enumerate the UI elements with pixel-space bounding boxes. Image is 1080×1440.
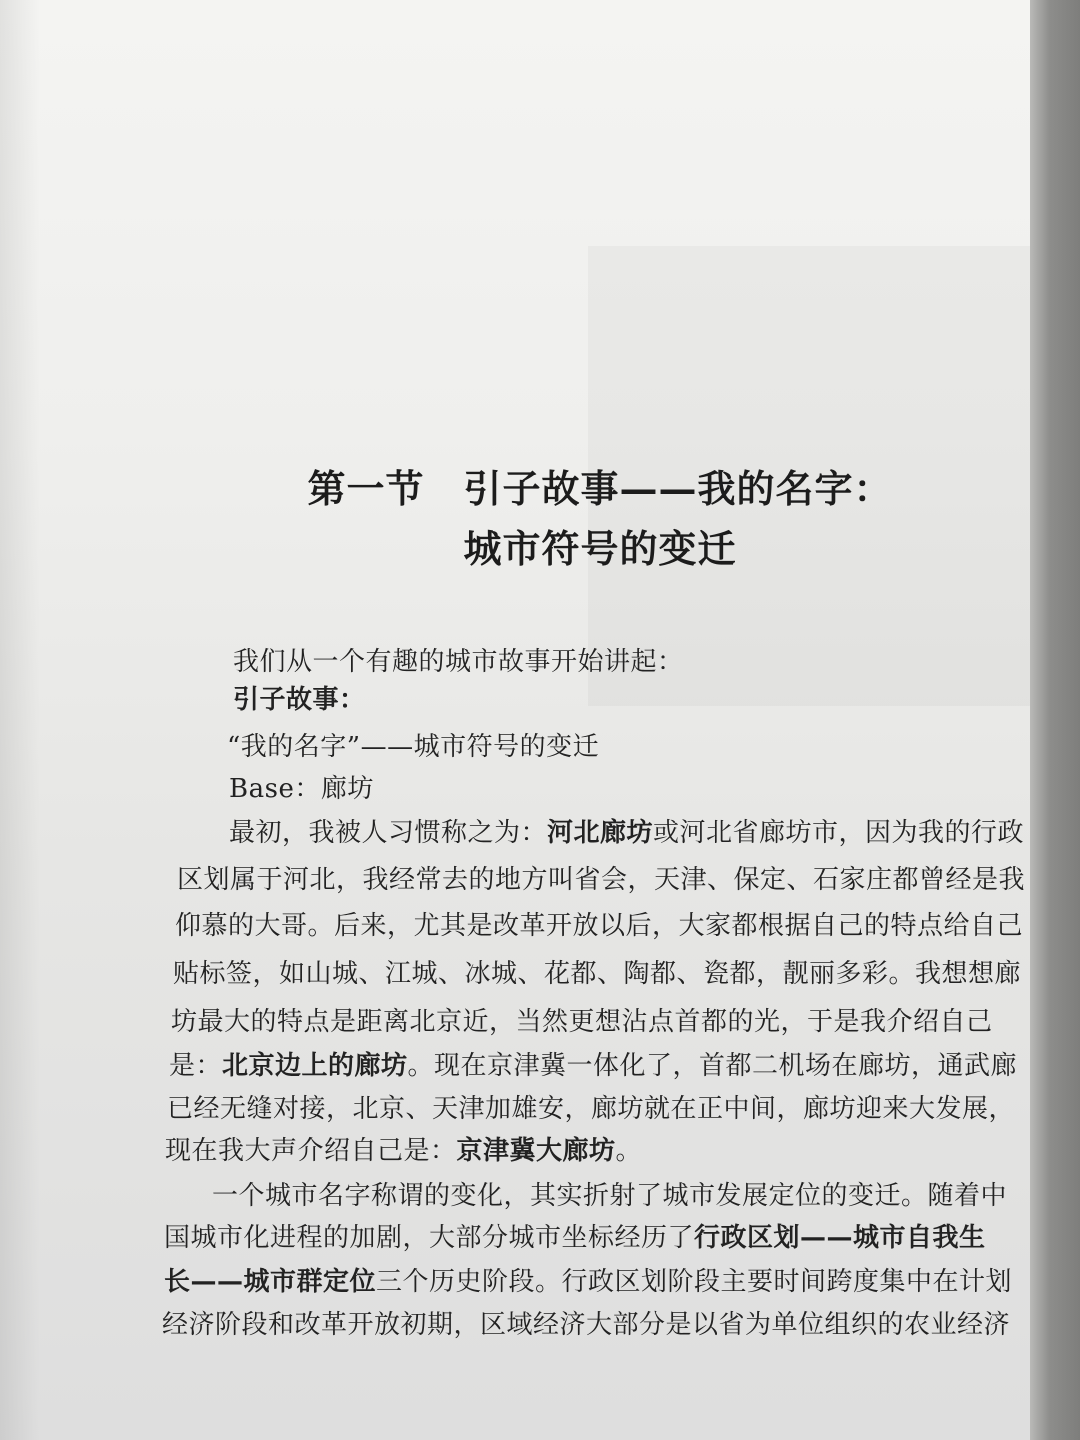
text-run: 或河北省廊坊市，因为我的行政 xyxy=(653,818,1025,848)
paragraph-1-line-6 xyxy=(169,1050,1017,1082)
running-head xyxy=(214,0,374,6)
paragraph-2-line-4: 经济阶段和改革开放初期，区域经济大部分是以省为单位组织的农业经济 xyxy=(162,1310,1011,1340)
paragraph-1-line-8 xyxy=(165,1135,642,1167)
paragraph-2-line-3 xyxy=(164,1266,1012,1298)
paragraph-1-line-5: 坊最大的特点是距离北京近，当然更想沾点首都的光，于是我介绍自己 xyxy=(171,1007,993,1037)
text-run: 三个历史阶段。行政区划阶段主要时间跨度集中在计划 xyxy=(376,1267,1013,1297)
intro-line: 我们从一个有趣的城市故事开始讲起： xyxy=(233,647,684,677)
text-run: 。现在京津冀一体化了，首都二机场在廊坊，通武廊 xyxy=(407,1051,1018,1081)
adjacent-page-edge xyxy=(1030,0,1080,1440)
paragraph-1-line-3: 仰慕的大哥。后来，尤其是改革开放以后，大家都根据自己的特点给自己 xyxy=(175,911,1024,941)
text-run: 现在我大声介绍自己是： xyxy=(165,1136,457,1166)
text-run: 是： xyxy=(169,1051,223,1081)
text-run: 最初，我被人习惯称之为： xyxy=(229,818,548,848)
paragraph-1-line-4: 贴标签，如山城、江城、冰城、花都、陶都、瓷都，靓丽多彩。我想想廊 xyxy=(173,959,1022,989)
paragraph-1-line-1 xyxy=(229,817,1024,849)
text-run: 国城市化进程的加剧，大部分城市坐标经历了 xyxy=(164,1223,695,1253)
paragraph-1-line-7: 已经无缝对接，北京、天津加雄安，廊坊就在正中间，廊坊迎来大发展， xyxy=(167,1094,1016,1124)
story-label: 引子故事： xyxy=(233,685,366,715)
paragraph-2-line-1: 一个城市名字称谓的变化，其实折射了城市发展定位的变迁。随着中 xyxy=(212,1181,1008,1211)
base-line: Base：廊坊 xyxy=(229,774,374,804)
bold-term-jingjinji-langfang: 京津冀大廊坊 xyxy=(456,1136,616,1166)
paragraph-1-line-2: 区划属于河北，我经常去的地方叫省会，天津、保定、石家庄都曾经是我 xyxy=(177,865,1026,895)
text-run: 。 xyxy=(615,1136,643,1166)
section-heading-line-2: 城市符号的变迁 xyxy=(463,526,737,571)
paragraph-2-line-2 xyxy=(164,1222,986,1254)
bold-term-beijing-side: 北京边上的廊坊 xyxy=(222,1051,408,1081)
bold-term-hebei-langfang: 河北廊坊 xyxy=(547,818,654,848)
bold-term-stages-part-2: 长——城市群定位 xyxy=(164,1267,377,1297)
story-title: “我的名字”——城市符号的变迁 xyxy=(227,732,600,762)
section-heading-line-1: 第一节 引子故事——我的名字： xyxy=(307,466,893,511)
bold-term-stages-part-1: 行政区划——城市自我生 xyxy=(694,1223,986,1253)
